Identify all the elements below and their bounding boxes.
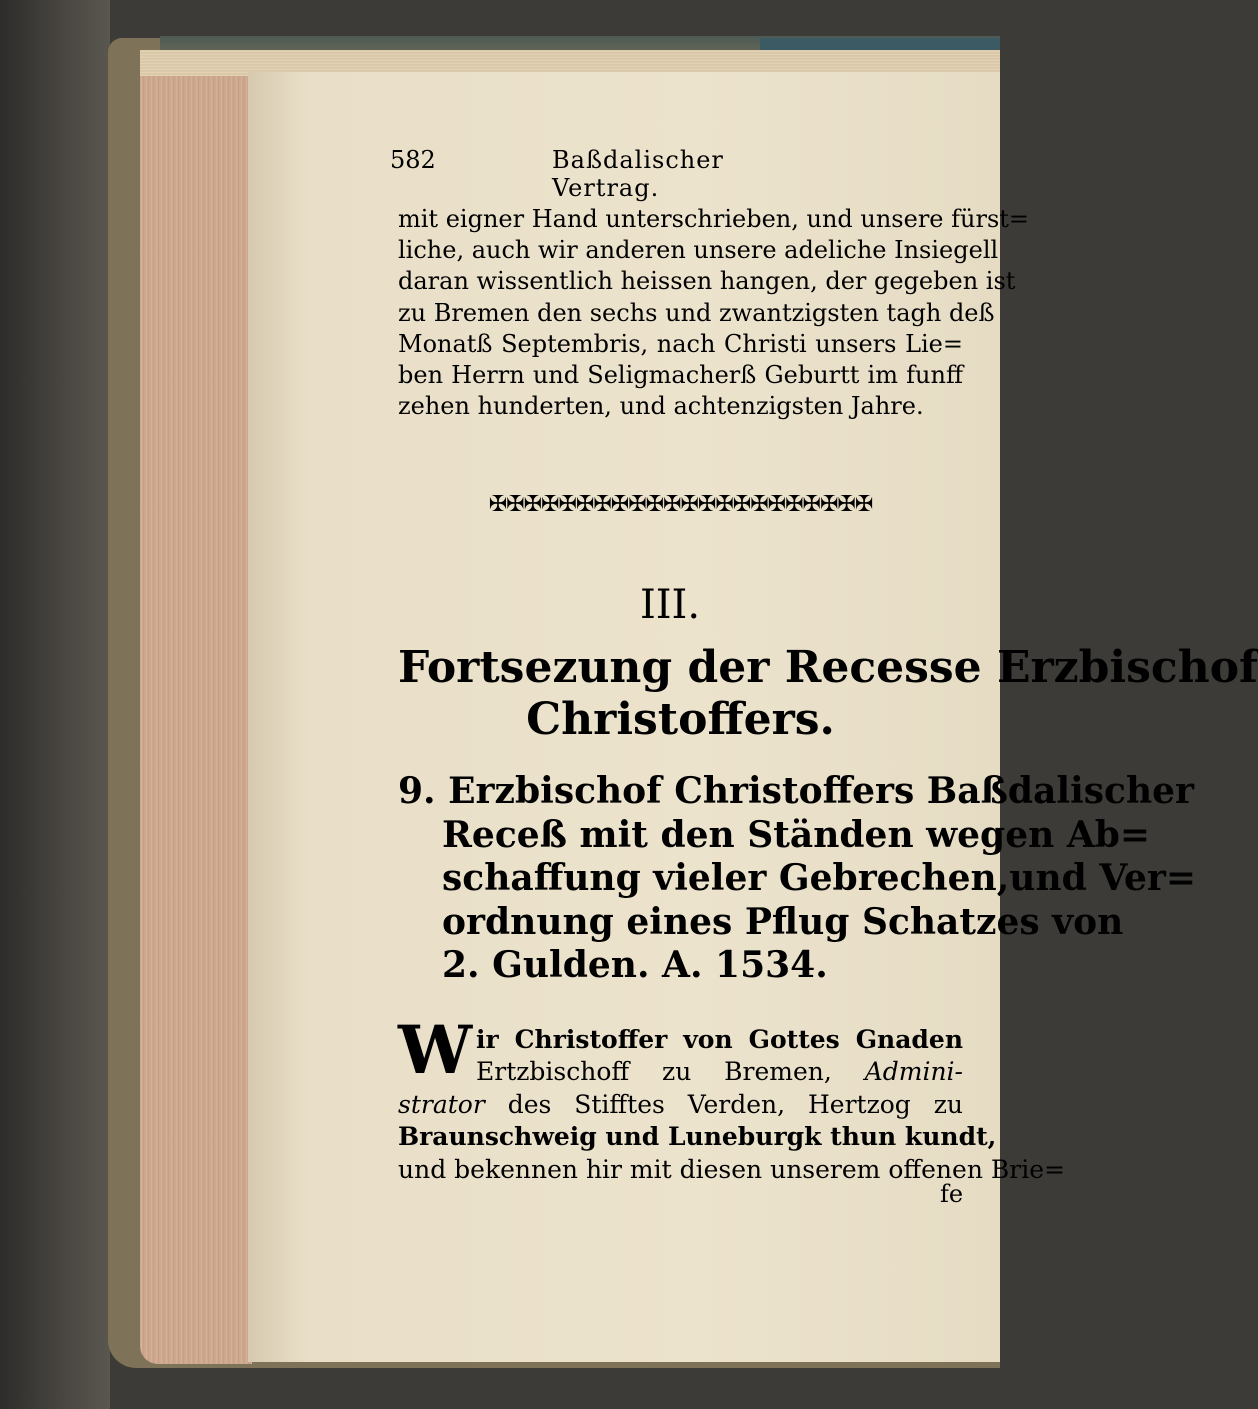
- background-left: [0, 0, 110, 1409]
- section-numeral: III.: [639, 582, 701, 628]
- text-line: zu Bremen den sechs und zwantzigsten tagh deß: [398, 298, 995, 327]
- text-span: Ertzbischoff zu Bremen,: [476, 1057, 832, 1087]
- subtitle-line: ordnung eines Pflug Schatzes von: [442, 900, 1124, 943]
- text-line: zehen hunderten, und achtenzigsten Jahre.: [398, 392, 924, 421]
- text-span-italic: Admini-: [864, 1057, 963, 1087]
- text-line: und bekennen hir mit diesen unserem offenen Brie=: [398, 1154, 1065, 1184]
- page-header: [390, 146, 810, 202]
- subtitle-line: 9. Erzbischof Christoffers Baßdalischer: [398, 770, 1194, 812]
- text-line: liche, auch wir anderen unsere adeliche Insiegell: [398, 236, 999, 265]
- text-line: ben Herrn und Seligmacherß Geburtt im funff: [398, 361, 963, 390]
- text-span: des Stifftes Verden, Hertzog zu: [507, 1089, 963, 1119]
- subtitle-line: Receß mit den Ständen wegen Ab=: [442, 813, 1151, 856]
- text-line: [398, 1056, 963, 1088]
- decree-paragraph: [398, 1024, 1065, 1186]
- subtitle-line: schaffung vieler Gebrechen,und Ver=: [442, 857, 1196, 899]
- text-span-italic: strator: [398, 1089, 485, 1119]
- text-line: daran wissentlich heissen hangen, der gegeben ist: [398, 267, 1016, 296]
- section-subtitle: [398, 770, 1196, 988]
- title-line: Christoffers.: [526, 694, 835, 745]
- page-edges: [140, 52, 252, 1364]
- page-number: 582: [390, 146, 436, 174]
- text-line: [398, 1089, 963, 1121]
- text-line: mit eigner Hand unterschrieben, und unsere fürst=: [398, 205, 1030, 233]
- text-line: Monatß Septembris, nach Christi unsers Lie=: [398, 329, 963, 358]
- title-line: Fortsezung der Recesse Erzbischof: [398, 642, 1258, 693]
- text-line: Braunschweig und Luneburgk thun kundt,: [398, 1122, 997, 1152]
- ornament-divider: ✠✠✠✠✠✠✠✠✠✠✠✠✠✠✠✠✠✠✠✠✠✠: [488, 492, 873, 517]
- section-title: [398, 642, 1258, 746]
- drop-capital: W: [398, 1011, 473, 1089]
- running-head: Baßdalischer Vertrag.: [552, 146, 724, 202]
- text-line: ir Christoffer von Gottes Gnaden: [476, 1025, 963, 1054]
- subtitle-line: 2. Gulden. A. 1534.: [442, 944, 828, 986]
- catchword: fe: [940, 1180, 964, 1208]
- closing-paragraph: [398, 204, 1030, 422]
